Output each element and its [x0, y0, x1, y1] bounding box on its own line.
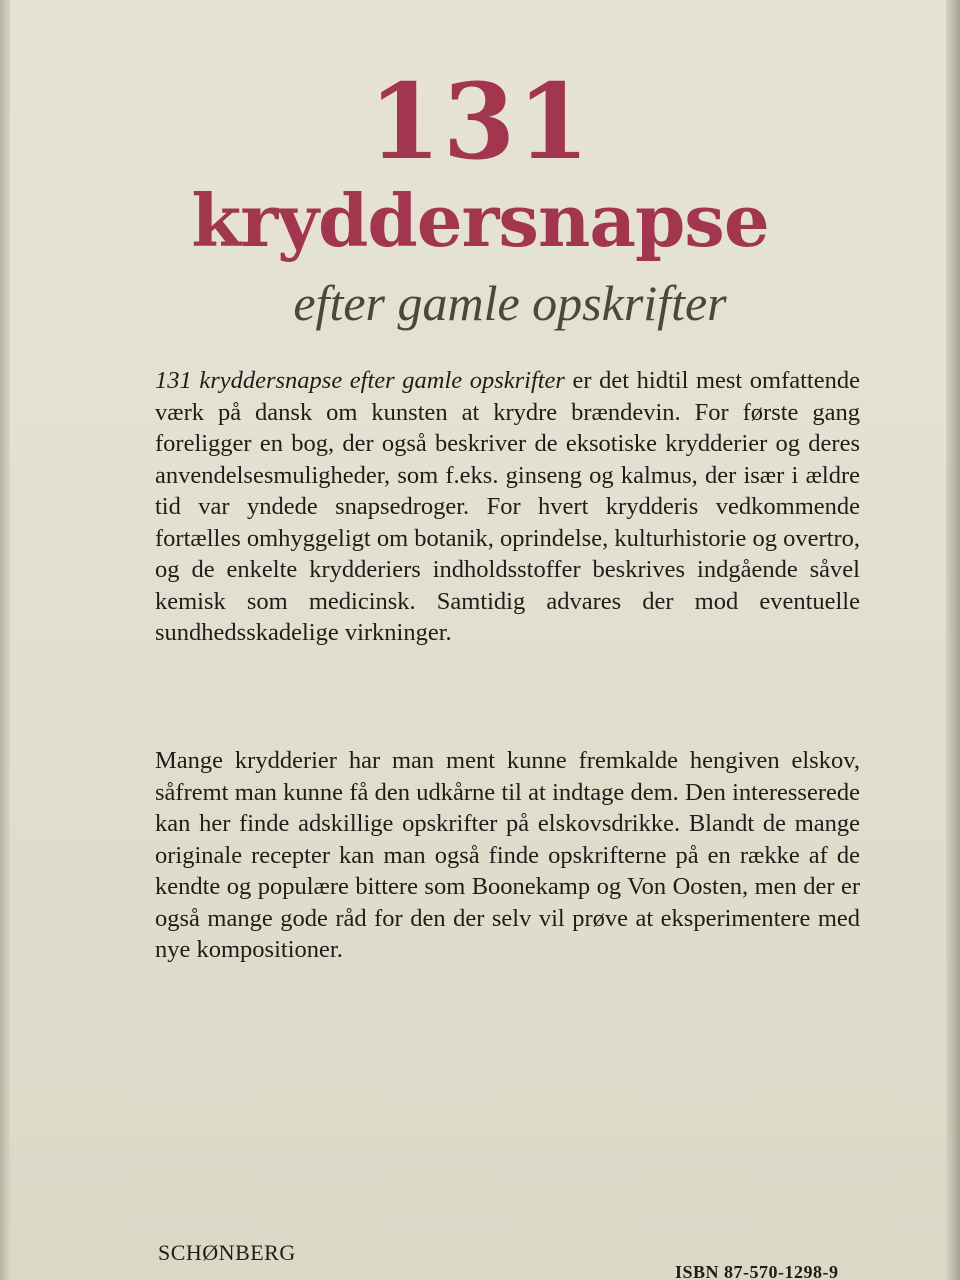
blurb-paragraph-1	[155, 365, 860, 649]
blurb-paragraph-2: Mange krydderier har man ment kunne fremkalde hengiven elskov, såfremt man kunne få den udkårne til at indtage dem. Den interesserede kan her finde adskillige opskrifter på elskovsdrikke. Blandt de mange originale recepter kan man også finde opskrifterne på en række af de kendte og populære bittere som Boonekamp og Von Oosten, men der er også mange gode råd for den der selv vil prøve at eksperimentere med nye kompositioner.	[155, 747, 860, 963]
title-number: 131	[368, 60, 592, 183]
title-main: kryddersnapse	[191, 178, 769, 263]
isbn-number: ISBN 87-570-1298-9	[675, 1262, 839, 1280]
publisher-name: SCHØNBERG	[158, 1240, 296, 1265]
blurb-paragraph-1-text: er det hidtil mest omfattende værk på dansk om kunsten at krydre brændevin. For første gang foreligger en bog, der også beskriver de eksotiske krydderier og deres anvendelsesmuligheder, som f.eks. ginseng og kalmus, der især i ældre tid var yndede snapsedroger. For hvert krydderis vedkommende fortælles omhyggeligt om botanik, oprindelse, kulturhistorie og overtro, og de enkelte krydderiers indholdsstoffer beskrives indgående såvel kemisk som medicinsk. Samtidig advares der mod eventuelle sundhedsskadelige virkninger.	[155, 367, 860, 646]
book-title-reference: 131 kryddersnapse efter gamle opskrifter	[155, 367, 565, 394]
subtitle: efter gamle opskrifter	[293, 275, 727, 331]
